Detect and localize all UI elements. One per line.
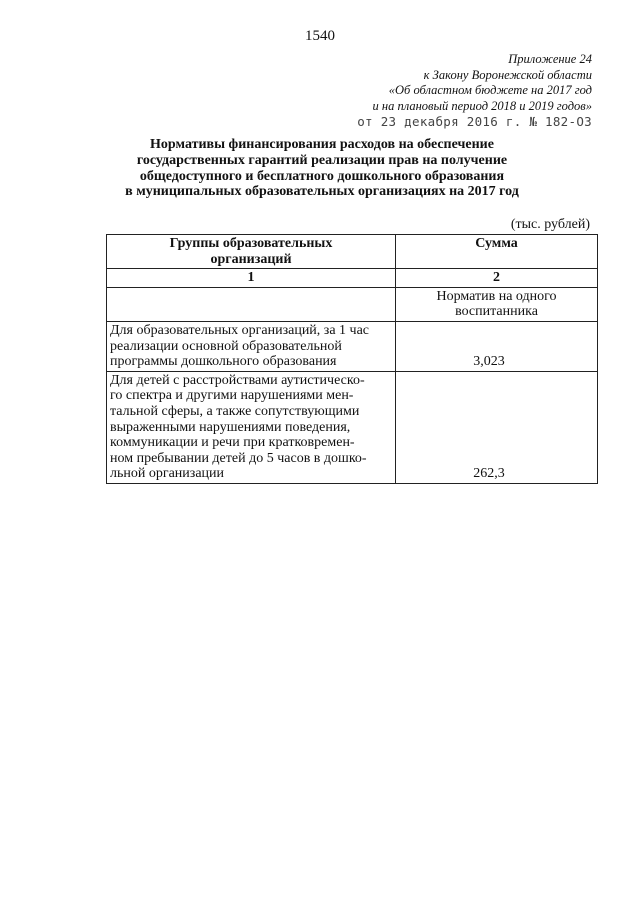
title-line: Нормативы финансирования расходов на обеспечение: [150, 137, 494, 152]
row-description: [107, 371, 396, 483]
subheader-row: [107, 287, 598, 321]
description-line: реализации основной образовательной: [110, 338, 342, 354]
appendix-line: к Закону Воронежской области: [423, 67, 592, 82]
title-line: общедоступного и бесплатного дошкольного образования: [139, 168, 505, 184]
description-line: го спектра и другими нарушениями мен-: [110, 388, 354, 404]
subheader-line: воспитанника: [455, 304, 538, 320]
column-number-row: [107, 269, 598, 288]
appendix-line: «Об областном бюджете на 2017 год: [388, 83, 592, 97]
subheader-line: Норматив на одного: [436, 288, 557, 304]
header-cell-sum: Сумма: [396, 235, 598, 269]
table-row: [107, 321, 598, 371]
column-number-1: 1: [107, 269, 396, 288]
law-date-stamp: от 23 декабря 2016 г. № 182-ОЗ: [357, 114, 592, 129]
description-line: программы дошкольного образования: [110, 354, 337, 370]
page-number: 1540: [305, 28, 335, 44]
title-line: государственных гарантий реализации прав на получение: [136, 152, 508, 168]
description-line: ном пребывании детей до 5 часов в дошко-: [110, 450, 367, 466]
table-row: [107, 371, 598, 483]
subheader-empty-cell: [107, 287, 396, 321]
description-line: Для детей с расстройствами аутистическо-: [110, 372, 365, 388]
description-line: льной организации: [110, 466, 225, 482]
table-header-row: [107, 235, 598, 269]
description-line: выраженными нарушениями поведения,: [110, 419, 351, 435]
norms-table: [106, 234, 598, 484]
title-line: в муниципальных образовательных организациях на 2017 год: [125, 184, 519, 200]
appendix-line: Приложение 24: [508, 52, 592, 66]
header-cell-groups: [107, 235, 396, 269]
header-line: Группы образовательных: [169, 236, 333, 251]
units-label: (тыс. рублей): [510, 217, 590, 232]
subheader-cell: [396, 287, 598, 321]
document-title: [92, 137, 552, 200]
header-line: организаций: [210, 251, 292, 267]
description-line: тальной сферы, а также сопутствующими: [110, 403, 360, 419]
column-number-2: 2: [396, 269, 598, 288]
description-line: коммуникации и речи при кратковремен-: [110, 435, 355, 451]
row-value: 3,023: [396, 321, 598, 371]
appendix-header: [357, 52, 592, 130]
description-line: Для образовательных организаций, за 1 час: [110, 322, 370, 338]
row-value: 262,3: [396, 371, 598, 483]
row-description: [107, 321, 396, 371]
appendix-line: и на плановый период 2018 и 2019 годов»: [372, 98, 592, 113]
